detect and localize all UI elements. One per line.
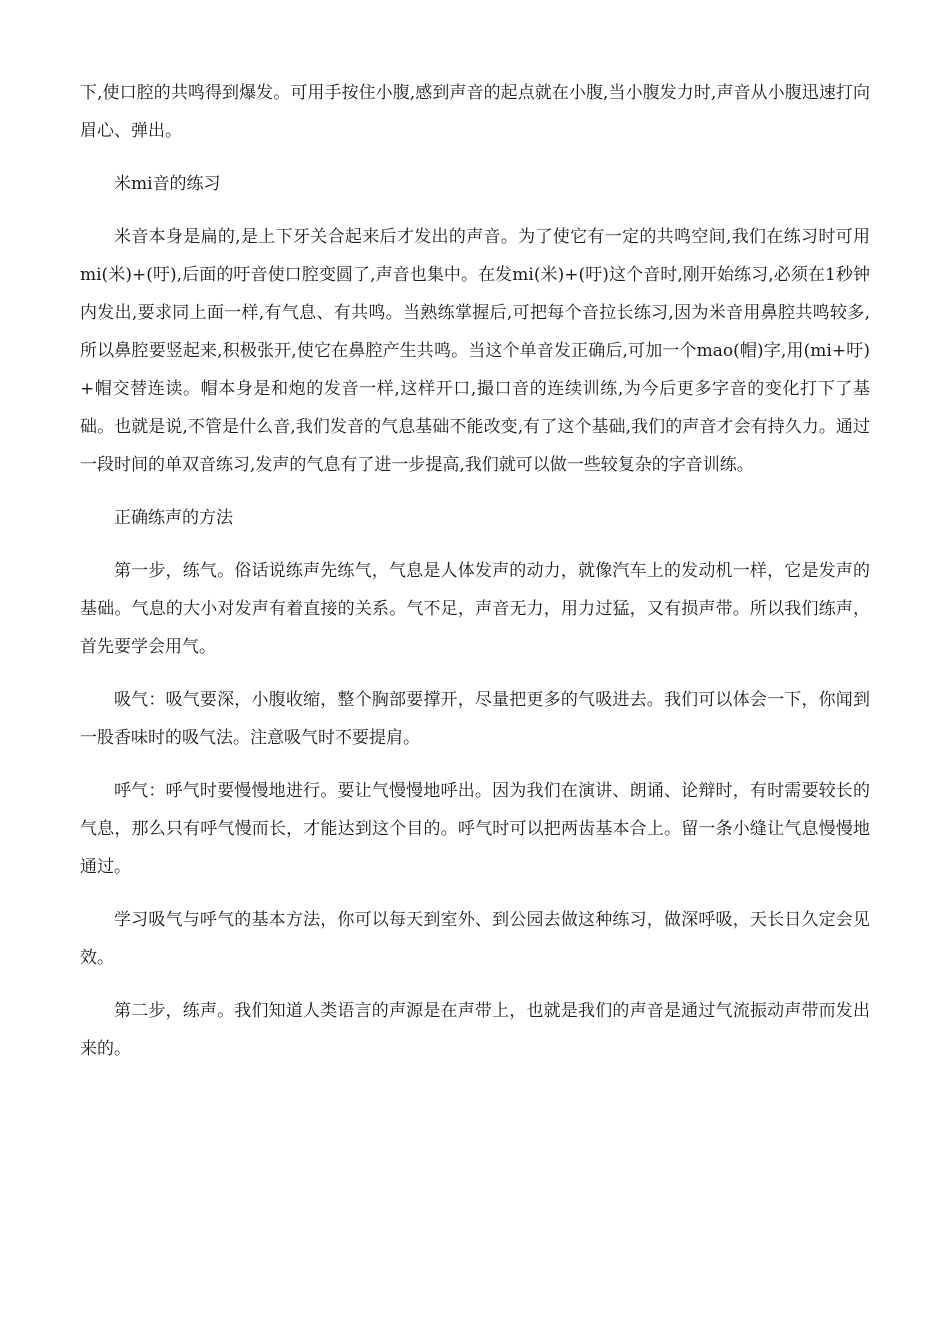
paragraph-mi-practice: 米音本身是扁的,是上下牙关合起来后才发出的声音。为了使它有一定的共鸣空间,我们在练习时可用mi(米)+(吁),后面的吁音使口腔变圆了,声音也集中。在发mi(米)+(吁)这个音时,刚开始练习,必须在1秒钟内发出,要求同上面一样,有气息、有共鸣。当熟练掌握后,可把每个音拉长练习,因为米音用鼻腔共鸣较多,所以鼻腔要竖起来,积极张开,使它在鼻腔产生共鸣。当这个单音发正确后,可加一个mao(帽)字,用(mi+吁)+帽交替连读。帽本身是和炮的发音一样,这样开口,撮口音的连续训练,为今后更多字音的变化打下了基础。也就是说,不管是什么音,我们发音的气息基础不能改变,有了这个基础,我们的声音才会有持久力。通过一段时间的单双音练习,发声的气息有了进一步提高,我们就可以做一些较复杂的字音训练。 — [80, 227, 870, 475]
paragraph-step-two: 第二步，练声。我们知道人类语言的声源是在声带上，也就是我们的声音是通过气流振动声带而发出来的。 — [80, 1001, 870, 1059]
paragraph-inhale: 吸气：吸气要深，小腹收缩，整个胸部要撑开，尽量把更多的气吸进去。我们可以体会一下，你闻到一股香味时的吸气法。注意吸气时不要提肩。 — [80, 690, 870, 748]
paragraph-continuation: 下,使口腔的共鸣得到爆发。可用手按住小腹,感到声音的起点就在小腹,当小腹发力时,声音从小腹迅速打向眉心、弹出。 — [80, 83, 870, 141]
section-heading-mi-practice: 米mi音的练习 — [114, 174, 221, 194]
paragraph-step-one: 第一步，练气。俗话说练声先练气，气息是人体发声的动力，就像汽车上的发动机一样，它是发声的基础。气息的大小对发声有着直接的关系。气不足，声音无力，用力过猛，又有损声带。所以我们练声，首先要学会用气。 — [80, 561, 870, 657]
document-body — [80, 74, 870, 1083]
paragraph-practice-tip: 学习吸气与呼气的基本方法，你可以每天到室外、到公园去做这种练习，做深呼吸，天长日久定会见效。 — [80, 910, 870, 968]
paragraph-exhale: 呼气：呼气时要慢慢地进行。要让气慢慢地呼出。因为我们在演讲、朗诵、论辩时，有时需要较长的气息，那么只有呼气慢而长，才能达到这个目的。呼气时可以把两齿基本合上。留一条小缝让气息慢慢地通过。 — [80, 781, 870, 877]
section-heading-correct-method: 正确练声的方法 — [114, 508, 233, 528]
